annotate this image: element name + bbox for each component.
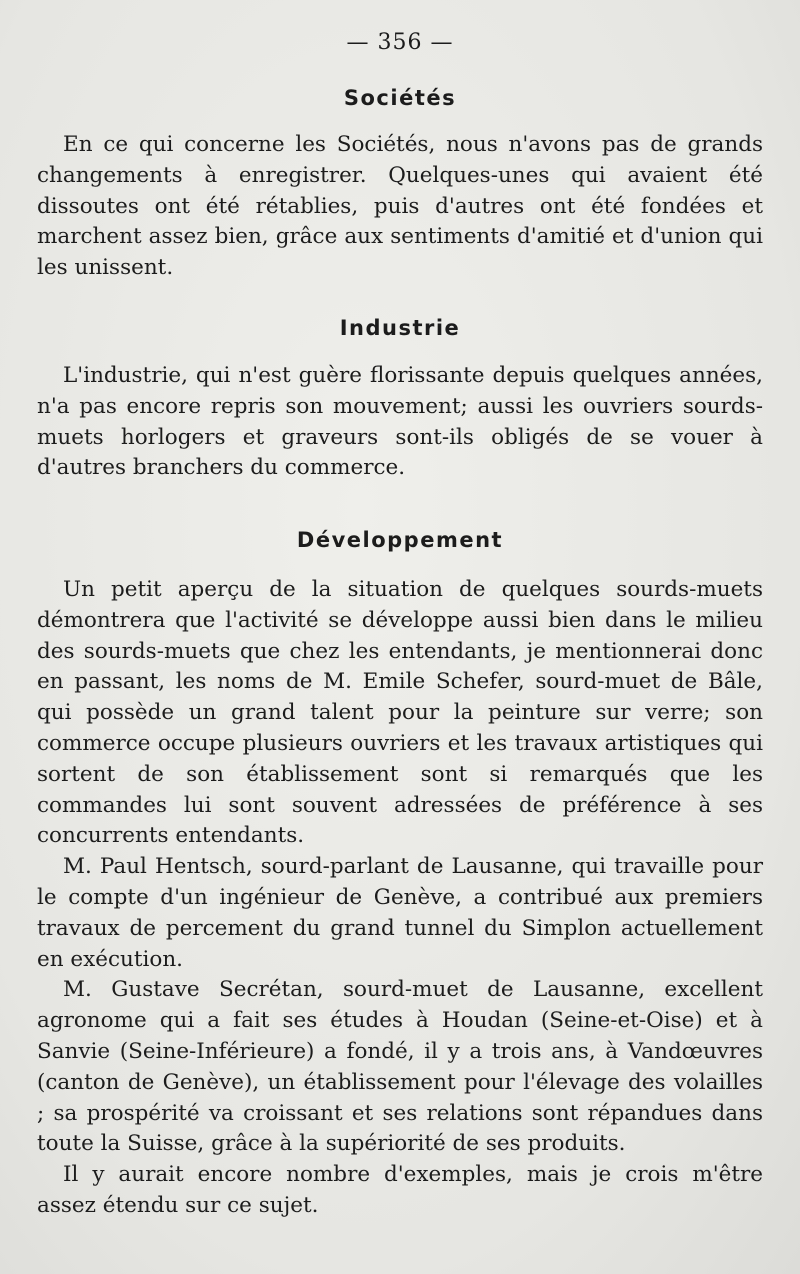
paragraph: L'industrie, qui n'est guère florissante depuis quelques années, n'a pas encore repris son mouvement; aussi les ouvriers sourds-muets horlogers et graveurs sont-ils obligés de se vouer à d'autres branchers du commerce. xyxy=(37,363,763,481)
section-body-developpement xyxy=(37,575,763,1222)
paragraph: Un petit aperçu de la situation de quelques sourds-muets démontrera que l'activité se développe aussi bien dans le milieu des sourds-muets que chez les entendants, je mentionnerai donc en passant, les noms de M. Emile Schefer, sourd-muet de Bâle, qui possède un grand talent pour la peinture sur verre; son commerce occupe plusieurs ouvriers et les travaux artistiques qui sortent de son établissement sont si remarqués que les commandes lui sont souvent adressées de préférence à ses concurrents entendants. xyxy=(37,577,763,849)
paragraph: Il y aurait encore nombre d'exemples, mais je crois m'être assez étendu sur ce sujet. xyxy=(37,1162,763,1218)
paragraph: M. Paul Hentsch, sourd-parlant de Lausanne, qui travaille pour le compte d'un ingénieur de Genève, a contribué aux premiers travaux de percement du grand tunnel du Simplon actuellement en exécution. xyxy=(37,854,763,972)
section-body-industrie xyxy=(37,361,763,484)
paragraph: M. Gustave Secrétan, sourd-muet de Lausanne, excellent agronome qui a fait ses études à Houdan (Seine-et-Oise) et à Sanvie (Seine-Inférieure) a fondé, il y a trois ans, à Vandœuvres (canton de Genève), un établissement pour l'élevage des volailles ; sa prospérité va croissant et ses relations sont répandues dans toute la Suisse, grâce à la supériorité de ses produits. xyxy=(37,977,763,1157)
paragraph: En ce qui concerne les Sociétés, nous n'avons pas de grands changements à enregistrer. Quelques-unes qui avaient été dissoutes ont été rétablies, puis d'autres ont été fondées et marchent assez bien, grâce aux sentiments d'amitié et d'union qui les unissent. xyxy=(37,132,763,281)
page-number: — 356 — xyxy=(346,30,454,55)
section-body-societes xyxy=(37,130,763,284)
section-heading-developpement: Développement xyxy=(296,528,504,552)
section-heading-societes: Sociétés xyxy=(343,86,457,110)
section-heading-industrie: Industrie xyxy=(339,316,461,340)
